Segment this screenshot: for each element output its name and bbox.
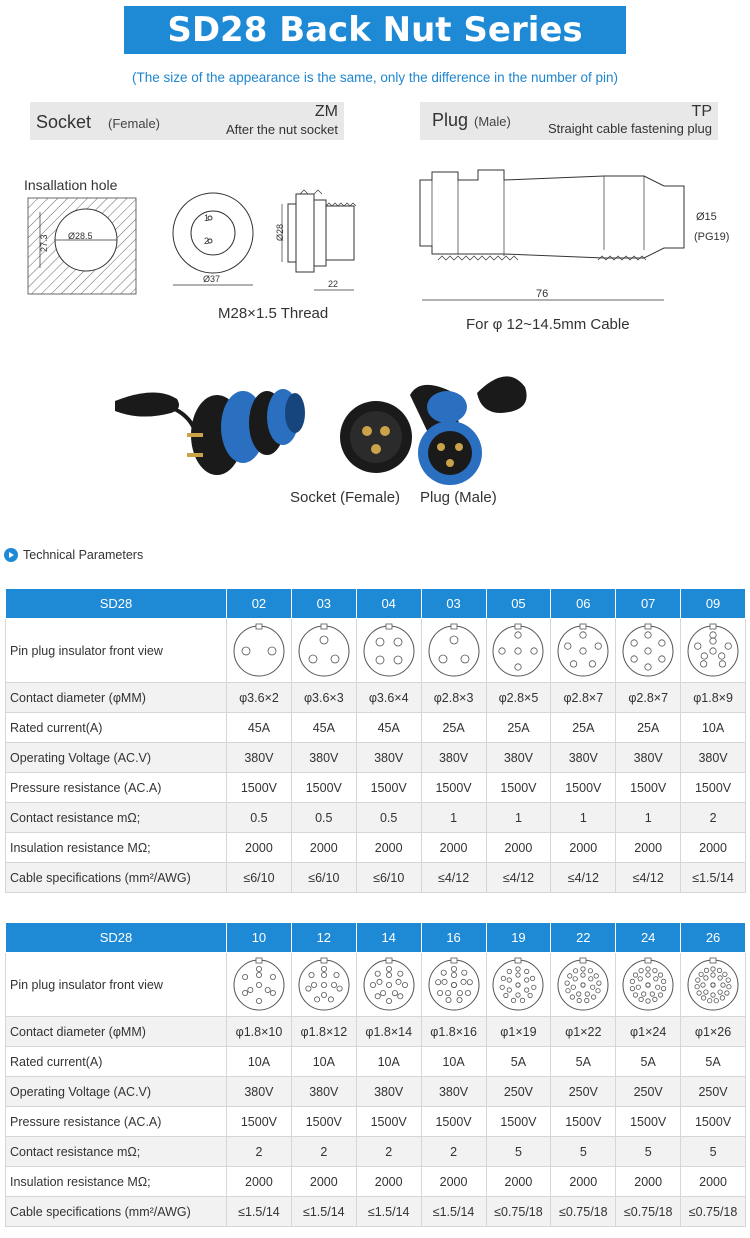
table-cell: ≤4/12 bbox=[616, 863, 681, 893]
pin-face-cell bbox=[421, 953, 486, 1017]
table-cell: 25A bbox=[486, 713, 551, 743]
pin-face-cell bbox=[421, 619, 486, 683]
table-row bbox=[6, 1137, 746, 1167]
pin-count-header: 07 bbox=[616, 589, 681, 619]
table-cell: φ1×24 bbox=[616, 1017, 681, 1047]
table-cell: 380V bbox=[486, 743, 551, 773]
table-cell: 5A bbox=[551, 1047, 616, 1077]
pin-face-diagram bbox=[296, 623, 352, 679]
pin-face-diagram bbox=[490, 957, 546, 1013]
pin-face-diagram bbox=[231, 957, 287, 1013]
table-row bbox=[6, 683, 746, 713]
table-cell: 2000 bbox=[227, 1167, 292, 1197]
table-row bbox=[6, 863, 746, 893]
table-row bbox=[6, 1047, 746, 1077]
subtitle: (The size of the appearance is the same, only the difference in the number of pin) bbox=[131, 70, 619, 85]
plug-code: TP bbox=[691, 103, 712, 120]
socket-photo bbox=[115, 389, 305, 475]
table-row bbox=[6, 1167, 746, 1197]
row-label: Cable specifications (mm²/AWG) bbox=[6, 1197, 227, 1227]
table-cell: 1500V bbox=[486, 773, 551, 803]
params-table-1 bbox=[5, 588, 746, 893]
table-cell: 2000 bbox=[486, 833, 551, 863]
table-cell: 250V bbox=[681, 1077, 746, 1107]
plug-label-box bbox=[420, 102, 718, 140]
pin-count-header: 24 bbox=[616, 923, 681, 953]
pin-face-diagram bbox=[490, 623, 546, 679]
table-cell: φ1×26 bbox=[681, 1017, 746, 1047]
socket-drawing bbox=[170, 186, 375, 296]
table-cell: ≤1.5/14 bbox=[356, 1197, 421, 1227]
tech-params-heading bbox=[4, 545, 143, 565]
pin-count-header: 03 bbox=[291, 589, 356, 619]
hole-dia-label: Ø28.5 bbox=[68, 231, 93, 241]
table-cell: 2000 bbox=[681, 833, 746, 863]
thread-label: M28×1.5 Thread bbox=[218, 305, 329, 322]
row-label: Rated current(A) bbox=[6, 713, 227, 743]
row-label: Insulation resistance MΩ; bbox=[6, 1167, 227, 1197]
table-cell: 2000 bbox=[421, 1167, 486, 1197]
table-cell: 2000 bbox=[356, 833, 421, 863]
table-cell: 1500V bbox=[421, 773, 486, 803]
table-cell: 380V bbox=[681, 743, 746, 773]
table-row bbox=[6, 1077, 746, 1107]
table-row bbox=[6, 803, 746, 833]
body-len-label: 22 bbox=[328, 279, 339, 289]
flange-dia-label: Ø37 bbox=[203, 274, 221, 284]
row-label: Pressure resistance (AC.A) bbox=[6, 773, 227, 803]
table-cell: 2 bbox=[291, 1137, 356, 1167]
table-row bbox=[6, 833, 746, 863]
pin-face-diagram bbox=[296, 957, 352, 1013]
table-cell: 2000 bbox=[551, 1167, 616, 1197]
socket-photo-caption: Socket (Female) bbox=[290, 489, 401, 506]
table-cell: 5 bbox=[551, 1137, 616, 1167]
table-cell: 5 bbox=[616, 1137, 681, 1167]
table-cell: 1 bbox=[421, 803, 486, 833]
table-cell: 1500V bbox=[291, 1107, 356, 1137]
pin-face-cell bbox=[291, 953, 356, 1017]
table-cell: 10A bbox=[421, 1047, 486, 1077]
table-cell: 5A bbox=[486, 1047, 551, 1077]
pin-face-cell bbox=[616, 619, 681, 683]
pin-count-header: 19 bbox=[486, 923, 551, 953]
pin-face-diagram bbox=[620, 623, 676, 679]
pin-face-diagram bbox=[426, 957, 482, 1013]
table-row bbox=[6, 773, 746, 803]
pin-face-diagram bbox=[685, 957, 741, 1013]
table-cell: 1 bbox=[551, 803, 616, 833]
table-cell: 1500V bbox=[356, 1107, 421, 1137]
row-label: Operating Voltage (AC.V) bbox=[6, 1077, 227, 1107]
tech-params-title: Technical Parameters bbox=[23, 548, 144, 562]
pin-face-cell bbox=[616, 953, 681, 1017]
table-row bbox=[6, 1107, 746, 1137]
socket-gender: (Female) bbox=[108, 116, 161, 131]
row-label: Operating Voltage (AC.V) bbox=[6, 743, 227, 773]
pin-face-cell bbox=[486, 619, 551, 683]
table-cell: φ3.6×3 bbox=[291, 683, 356, 713]
table-row bbox=[6, 1197, 746, 1227]
table-cell: 380V bbox=[551, 743, 616, 773]
table-cell: ≤4/12 bbox=[421, 863, 486, 893]
table-cell: 1500V bbox=[551, 773, 616, 803]
table-cell: 1500V bbox=[227, 773, 292, 803]
table-cell: 380V bbox=[356, 1077, 421, 1107]
socket-front-photo bbox=[340, 401, 412, 473]
table-cell: 2000 bbox=[421, 833, 486, 863]
pin-face-cell bbox=[356, 953, 421, 1017]
pin-face-cell bbox=[681, 619, 746, 683]
table-cell: 2 bbox=[681, 803, 746, 833]
table-cell: 2 bbox=[421, 1137, 486, 1167]
connector-photo bbox=[105, 375, 535, 490]
socket-name: Socket bbox=[36, 112, 92, 132]
page-title: SD28 Back Nut Series bbox=[124, 6, 626, 54]
params-table-2 bbox=[5, 922, 746, 1227]
table-cell: ≤1.5/14 bbox=[681, 863, 746, 893]
pin-face-cell bbox=[551, 953, 616, 1017]
table-cell: 1500V bbox=[227, 1107, 292, 1137]
table-cell: 45A bbox=[356, 713, 421, 743]
plug-gender: (Male) bbox=[474, 114, 511, 129]
table-cell: ≤4/12 bbox=[551, 863, 616, 893]
socket-label-box bbox=[30, 102, 344, 140]
table-cell: 5A bbox=[681, 1047, 746, 1077]
table-row bbox=[6, 713, 746, 743]
table-cell: 2000 bbox=[356, 1167, 421, 1197]
table-cell: 45A bbox=[291, 713, 356, 743]
svg-text:1: 1 bbox=[204, 213, 210, 223]
table-cell: 10A bbox=[291, 1047, 356, 1077]
table-cell: 2000 bbox=[681, 1167, 746, 1197]
table-cell: 1500V bbox=[551, 1107, 616, 1137]
table-cell: 1500V bbox=[681, 773, 746, 803]
row-label: Pin plug insulator front view bbox=[6, 619, 227, 683]
table-cell: 380V bbox=[356, 743, 421, 773]
table-cell: 1 bbox=[616, 803, 681, 833]
table-cell: 5 bbox=[486, 1137, 551, 1167]
pin-count-header: 04 bbox=[356, 589, 421, 619]
table-cell: ≤1.5/14 bbox=[421, 1197, 486, 1227]
pin-face-cell bbox=[486, 953, 551, 1017]
table-cell: ≤0.75/18 bbox=[551, 1197, 616, 1227]
table-cell: 2000 bbox=[616, 1167, 681, 1197]
pin-face-cell bbox=[551, 619, 616, 683]
svg-text:2: 2 bbox=[204, 236, 210, 246]
table-cell: 2000 bbox=[227, 833, 292, 863]
table-cell: 10A bbox=[681, 713, 746, 743]
table-row bbox=[6, 619, 746, 683]
table-cell: φ1.8×12 bbox=[291, 1017, 356, 1047]
plug-name: Plug bbox=[432, 110, 469, 130]
table-cell: φ1×19 bbox=[486, 1017, 551, 1047]
row-label: Rated current(A) bbox=[6, 1047, 227, 1077]
table-cell: 250V bbox=[551, 1077, 616, 1107]
table-cell: φ3.6×4 bbox=[356, 683, 421, 713]
plug-dia-label: Ø15 bbox=[696, 211, 717, 223]
table-cell: ≤0.75/18 bbox=[486, 1197, 551, 1227]
table-cell: φ1.8×14 bbox=[356, 1017, 421, 1047]
table-cell: 250V bbox=[616, 1077, 681, 1107]
table-cell: ≤1.5/14 bbox=[291, 1197, 356, 1227]
table-cell: 25A bbox=[551, 713, 616, 743]
body-dia-label: Ø28 bbox=[275, 223, 285, 241]
table-cell: φ1×22 bbox=[551, 1017, 616, 1047]
pin-face-diagram bbox=[620, 957, 676, 1013]
table-cell: 1500V bbox=[681, 1107, 746, 1137]
table-cell: 2000 bbox=[291, 833, 356, 863]
plug-pg-label: (PG19) bbox=[694, 231, 730, 243]
install-hole-label: Insallation hole bbox=[24, 177, 118, 193]
row-label: Contact resistance mΩ; bbox=[6, 803, 227, 833]
cable-label: For φ 12~14.5mm Cable bbox=[466, 316, 630, 333]
pin-face-diagram bbox=[555, 623, 611, 679]
table-row bbox=[6, 743, 746, 773]
table-cell: φ2.8×7 bbox=[616, 683, 681, 713]
table-cell: 2 bbox=[227, 1137, 292, 1167]
table-cell: 2 bbox=[356, 1137, 421, 1167]
pin-face-cell bbox=[681, 953, 746, 1017]
table-cell: 0.5 bbox=[291, 803, 356, 833]
table-row bbox=[6, 953, 746, 1017]
socket-code: ZM bbox=[314, 103, 338, 120]
pin-face-diagram bbox=[555, 957, 611, 1013]
table-cell: 380V bbox=[421, 743, 486, 773]
row-label: Cable specifications (mm²/AWG) bbox=[6, 863, 227, 893]
table-cell: 380V bbox=[227, 1077, 292, 1107]
row-label: Contact resistance mΩ; bbox=[6, 1137, 227, 1167]
table-cell: ≤4/12 bbox=[486, 863, 551, 893]
pin-face-diagram bbox=[361, 957, 417, 1013]
series-header: SD28 bbox=[6, 589, 227, 619]
table-cell: 2000 bbox=[551, 833, 616, 863]
pin-face-cell bbox=[291, 619, 356, 683]
pin-count-header: 26 bbox=[681, 923, 746, 953]
table-cell: 2000 bbox=[291, 1167, 356, 1197]
plug-drawing bbox=[408, 160, 738, 310]
table-cell: 1500V bbox=[421, 1107, 486, 1137]
table-cell: 10A bbox=[227, 1047, 292, 1077]
pin-count-header: 09 bbox=[681, 589, 746, 619]
plug-photo bbox=[410, 376, 527, 485]
table-cell: φ2.8×3 bbox=[421, 683, 486, 713]
table-cell: 380V bbox=[291, 1077, 356, 1107]
row-label: Pressure resistance (AC.A) bbox=[6, 1107, 227, 1137]
row-label: Contact diameter (φMM) bbox=[6, 1017, 227, 1047]
pin-face-diagram bbox=[361, 623, 417, 679]
table-cell: 1500V bbox=[356, 773, 421, 803]
table-cell: φ1.8×16 bbox=[421, 1017, 486, 1047]
table-cell: 2000 bbox=[616, 833, 681, 863]
pin-count-header: 10 bbox=[227, 923, 292, 953]
table-cell: 25A bbox=[421, 713, 486, 743]
plug-len-label: 76 bbox=[536, 288, 549, 300]
row-label: Pin plug insulator front view bbox=[6, 953, 227, 1017]
pin-count-header: 02 bbox=[227, 589, 292, 619]
pin-count-header: 06 bbox=[551, 589, 616, 619]
table-cell: 25A bbox=[616, 713, 681, 743]
table-row bbox=[6, 1017, 746, 1047]
table-cell: φ1.8×10 bbox=[227, 1017, 292, 1047]
pin-face-cell bbox=[227, 619, 292, 683]
table-header-row bbox=[6, 589, 746, 619]
pin-count-header: 16 bbox=[421, 923, 486, 953]
table-cell: 1500V bbox=[616, 773, 681, 803]
table-cell: 2000 bbox=[486, 1167, 551, 1197]
table-cell: 1 bbox=[486, 803, 551, 833]
table-cell: φ3.6×2 bbox=[227, 683, 292, 713]
table-cell: 1500V bbox=[616, 1107, 681, 1137]
pin-count-header: 14 bbox=[356, 923, 421, 953]
pin-face-cell bbox=[356, 619, 421, 683]
pin-count-header: 12 bbox=[291, 923, 356, 953]
pin-face-diagram bbox=[685, 623, 741, 679]
table-cell: 5A bbox=[616, 1047, 681, 1077]
plug-photo-caption: Plug (Male) bbox=[420, 489, 497, 506]
table-cell: ≤0.75/18 bbox=[616, 1197, 681, 1227]
hole-flat-label: 27.3 bbox=[39, 234, 49, 252]
table-cell: ≤6/10 bbox=[291, 863, 356, 893]
pin-face-diagram bbox=[231, 623, 287, 679]
pin-count-header: 03 bbox=[421, 589, 486, 619]
series-header: SD28 bbox=[6, 923, 227, 953]
pin-count-header: 05 bbox=[486, 589, 551, 619]
pin-face-diagram bbox=[426, 623, 482, 679]
row-label: Insulation resistance MΩ; bbox=[6, 833, 227, 863]
play-icon bbox=[4, 548, 18, 562]
pin-count-header: 22 bbox=[551, 923, 616, 953]
table-cell: 380V bbox=[421, 1077, 486, 1107]
table-cell: ≤6/10 bbox=[356, 863, 421, 893]
table-cell: ≤1.5/14 bbox=[227, 1197, 292, 1227]
table-cell: 250V bbox=[486, 1077, 551, 1107]
table-cell: 380V bbox=[227, 743, 292, 773]
pin-face-cell bbox=[227, 953, 292, 1017]
table-cell: 380V bbox=[291, 743, 356, 773]
table-cell: φ1.8×9 bbox=[681, 683, 746, 713]
table-cell: 1500V bbox=[291, 773, 356, 803]
table-cell: φ2.8×5 bbox=[486, 683, 551, 713]
table-cell: 5 bbox=[681, 1137, 746, 1167]
plug-desc: Straight cable fastening plug bbox=[547, 121, 712, 136]
table-cell: 380V bbox=[616, 743, 681, 773]
socket-desc: After the nut socket bbox=[225, 122, 338, 137]
table-cell: 45A bbox=[227, 713, 292, 743]
table-cell: 1500V bbox=[486, 1107, 551, 1137]
table-cell: 10A bbox=[356, 1047, 421, 1077]
row-label: Contact diameter (φMM) bbox=[6, 683, 227, 713]
table-header-row bbox=[6, 923, 746, 953]
table-cell: ≤6/10 bbox=[227, 863, 292, 893]
install-hole-drawing bbox=[28, 198, 138, 296]
table-cell: φ2.8×7 bbox=[551, 683, 616, 713]
table-cell: ≤0.75/18 bbox=[681, 1197, 746, 1227]
table-cell: 0.5 bbox=[356, 803, 421, 833]
table-cell: 0.5 bbox=[227, 803, 292, 833]
